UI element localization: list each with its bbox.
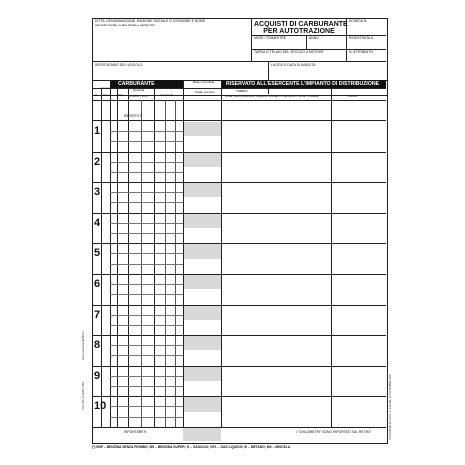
left-margin-code: Cod. 231-00 MOB 04/5A bbox=[82, 381, 85, 410]
imponibile-cell[interactable] bbox=[184, 397, 221, 411]
targa-label: TARGA O TELAIO DEL VEICOLO A MOTORE bbox=[254, 50, 324, 54]
imponibile-cell[interactable] bbox=[184, 183, 221, 197]
anno-label: ANNO bbox=[309, 36, 319, 40]
col-timbro: TIMBRO bbox=[236, 89, 248, 93]
row-number: 7 bbox=[94, 308, 101, 321]
imponibile-cell[interactable] bbox=[184, 275, 221, 289]
intestatario-label: INTESTATARIO DEL VEICOLO bbox=[95, 63, 143, 67]
table-row bbox=[92, 366, 386, 397]
row-number: 9 bbox=[94, 369, 101, 382]
col-tipo: Tipo bbox=[118, 93, 124, 97]
table-row bbox=[92, 274, 386, 305]
imponibile-cell[interactable] bbox=[184, 122, 221, 136]
distributore-band: RISERVATO ALL'ESERCENTE L'IMPIANTO DI DISTRIBUZIONE bbox=[221, 80, 386, 88]
imponibile-cell[interactable] bbox=[184, 336, 221, 350]
col-giorno: Giorno bbox=[101, 86, 111, 90]
riportare-label: RIPORTARE € bbox=[124, 430, 147, 434]
row-number: 6 bbox=[94, 278, 101, 290]
row-number: 5 bbox=[94, 247, 101, 260]
row-number: 2 bbox=[94, 155, 101, 168]
col-ditta: (Ditta, Denominazione, Ragione Sociale o Cognome e Nome, Località) bbox=[225, 94, 319, 98]
mese-label: MESE / TRIMESTRE bbox=[254, 36, 286, 40]
col-prezzo: (Prezzo / litro) bbox=[129, 94, 148, 98]
col-nr: N. bbox=[95, 93, 98, 97]
footer-legend: (*) BSP – BENZINA SENZA PIOMBO; BS – BENZINA SUPER; G – GASOLIO; GPL – GAS LIQUIDO; M – METANO; MX – MISCELA bbox=[92, 445, 291, 449]
table-row bbox=[92, 335, 386, 366]
table-row bbox=[92, 213, 386, 244]
row-number: 1 bbox=[94, 125, 101, 137]
form-title-line1: ACQUISTI DI CARBURANTE bbox=[254, 21, 348, 28]
row-number: 4 bbox=[94, 216, 101, 229]
table-row bbox=[92, 305, 386, 336]
attributo-label: N. ATTRIBUITO bbox=[349, 50, 373, 54]
imponibile-cell[interactable] bbox=[184, 244, 221, 258]
imponibile-cell[interactable] bbox=[184, 306, 221, 320]
right-margin-note: CONFORME AL D.P.R. N. 444 DEL 10 NOVEMBRE 1997 bbox=[389, 373, 392, 440]
col-totale: Totale a tenore bbox=[195, 90, 215, 94]
col-quantita: Quantità bbox=[133, 88, 145, 92]
imponibile-cell[interactable] bbox=[184, 214, 221, 228]
table-row bbox=[92, 152, 386, 183]
riporto-label: RIPORTO € bbox=[124, 114, 143, 118]
col-firma: FIRMA bbox=[348, 94, 358, 98]
km-note: I "CHILOMETRI" SONO RIPORTATI SUL RETRO bbox=[296, 430, 371, 434]
col-importo: Importo € bbox=[160, 93, 173, 97]
table-row bbox=[92, 243, 386, 274]
luogo-label: LUOGO E DATA DI NASCITA bbox=[271, 63, 316, 67]
riportare-total-cell[interactable] bbox=[183, 428, 221, 441]
carburante-band: CARBURANTE bbox=[110, 80, 183, 88]
col-mese: Mese bbox=[103, 93, 111, 97]
scheda-label: SCHEDA N. bbox=[349, 19, 368, 23]
imponibile-cell[interactable] bbox=[184, 153, 221, 167]
col-imponibile: Base imponibile bbox=[193, 80, 215, 84]
row-number: 3 bbox=[94, 186, 101, 199]
table-row bbox=[92, 121, 386, 152]
company-sublabel: (domicilio fiscale, codice fiscale e partita IVA) bbox=[95, 23, 155, 27]
table-row bbox=[92, 396, 386, 427]
row-number: 8 bbox=[94, 339, 101, 352]
table-row bbox=[92, 182, 386, 213]
imponibile-cell[interactable] bbox=[184, 367, 221, 381]
registrata-label: REGISTRATA IL bbox=[349, 36, 374, 40]
row-number: 10 bbox=[94, 400, 107, 413]
company-label: DITTA, DENOMINAZIONE, RAGIONE SOCIALE O COGNOME E NOME bbox=[95, 19, 205, 23]
left-margin-site: www.modulisticabuffetti.it bbox=[82, 331, 85, 360]
form-title-line2: PER AUTOTRAZIONE bbox=[263, 28, 335, 35]
